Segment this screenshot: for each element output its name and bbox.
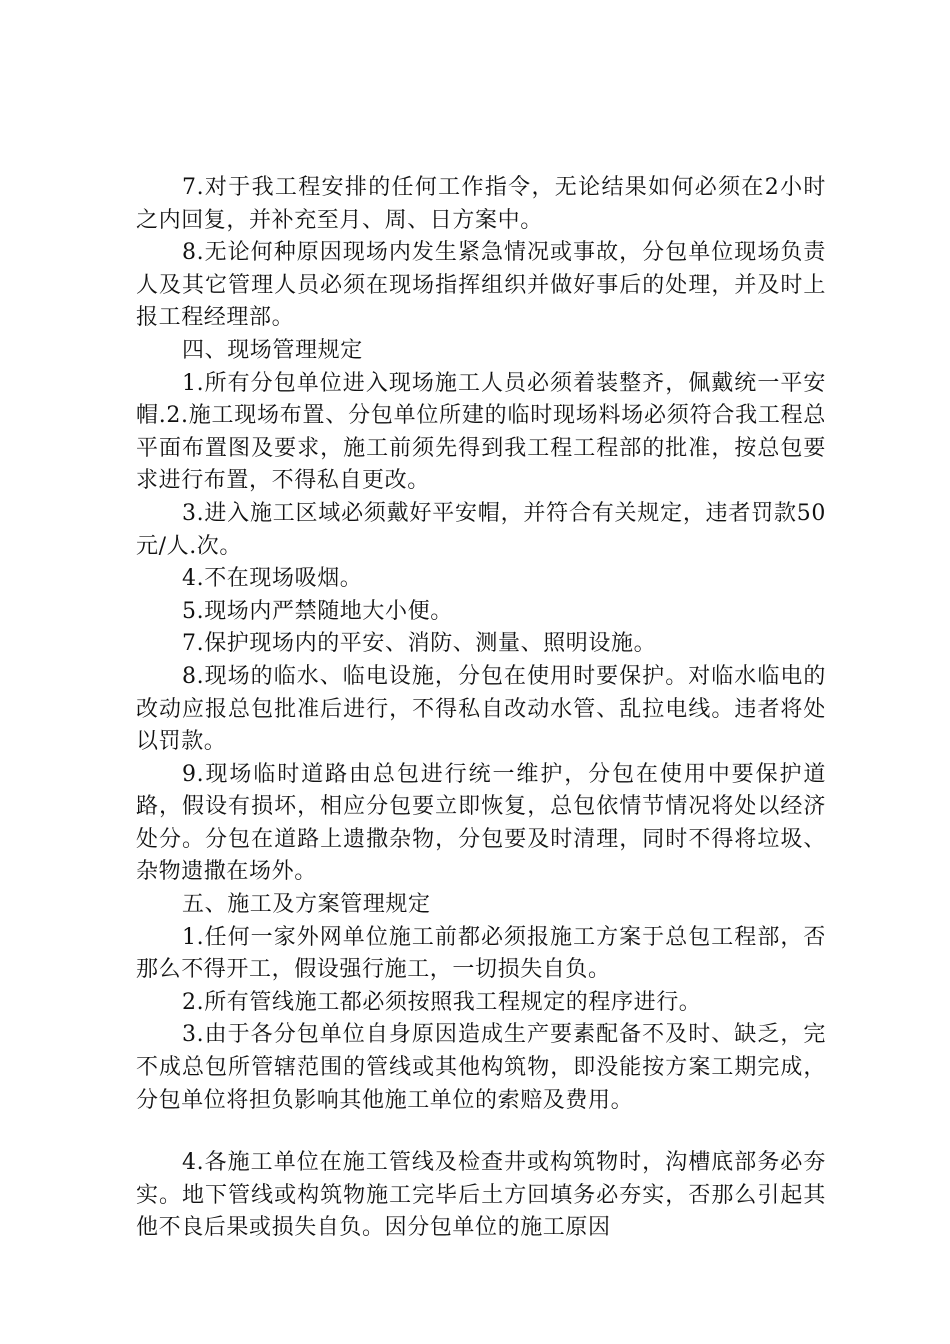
paragraph-site-7-protect-facilities: 7.保护现场内的平安、消防、测量、照明设施。: [182, 631, 657, 657]
paragraph-plan-3-delay-liability: 3.由于各分包单位自身原因造成生产要素配备不及时、缺乏，完不成总包所管辖范围的管线或其他构筑物，即没能按方案工期完成，分包单位将担负影响其他施工单位的索赔及费用。: [136, 1022, 826, 1113]
paragraph-plan-4-trench-compaction: 4.各施工单位在施工管线及检查井或构筑物时，沟槽底部务必夯实。地下管线或构筑物施工完毕后土方回填务必夯实，否那么引起其他不良后果或损失自负。因分包单位的施工原因: [136, 1150, 826, 1241]
paragraph-site-4-no-smoking: 4.不在现场吸烟。: [182, 566, 363, 592]
paragraph-8-emergency-handling: 8.无论何种原因现场内发生紧急情况或事故，分包单位现场负责人及其它管理人员必须在现场指挥组织并做好事后的处理，并及时上报工程经理部。: [136, 240, 826, 331]
paragraph-site-9-temporary-roads: 9.现场临时道路由总包进行统一维护，分包在使用中要保护道路，假设有损坏，相应分包要立即恢复，总包依情节情况将处以经济处分。分包在道路上遗撒杂物，分包要及时清理，同时不得将垃圾、杂物遗撒在场外。: [136, 761, 826, 885]
section-heading-construction-plan: 五、施工及方案管理规定: [182, 892, 431, 918]
paragraph-gap: [136, 1117, 826, 1147]
paragraph-site-5-sanitation: 5.现场内严禁随地大小便。: [182, 598, 453, 624]
paragraph-plan-1-submit-plan: 1.任何一家外网单位施工前都必须报施工方案于总包工程部，否那么不得开工，假设强行施工，一切损失自负。: [136, 924, 826, 983]
paragraph-site-8-water-electric: 8.现场的临水、临电设施，分包在使用时要保护。对临水临电的改动应报总包批准后进行，不得私自改动水管、乱拉电线。违者将处以罚款。: [136, 663, 826, 755]
paragraph-7-instruction-reply: 7.对于我工程安排的任何工作指令，无论结果如何必须在2小时之内回复，并补充至月、周、日方案中。: [136, 175, 826, 233]
paragraph-plan-2-procedure: 2.所有管线施工都必须按照我工程规定的程序进行。: [182, 989, 702, 1015]
document-page: [136, 172, 826, 1245]
paragraph-site-3-helmet: 3.进入施工区域必须戴好平安帽，并符合有关规定，违者罚款50元/人.次。: [136, 500, 826, 559]
section-heading-site-management: 四、现场管理规定: [182, 337, 363, 363]
paragraph-site-1-2-attire-layout: 1.所有分包单位进入现场施工人员必须着装整齐，佩戴统一平安帽.2.施工现场布置、分包单位所建的临时现场料场必须符合我工程总平面布置图及要求，施工前须先得到我工程工程部的批准，按总包要求进行布置，不得私自更改。: [136, 370, 826, 494]
